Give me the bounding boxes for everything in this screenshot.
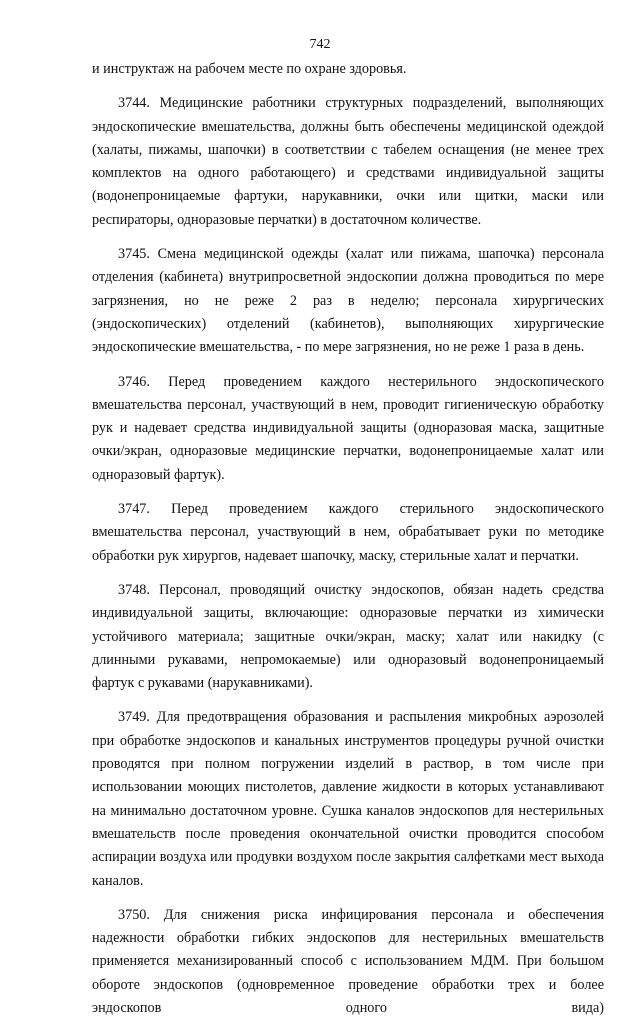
paragraph-3744: 3744. Медицинские работники структурных подразделений, выполняющих эндоскопические вмешательства, должны быть обеспечены медицинской одеждой (халаты, пижамы, шапочки) в соответствии с табелем оснащения (не менее трех комплектов на одного работающего) и средствами индивидуальной защиты (водонепроницаемые фартуки, нарукавники, очки или щитки, маски или респираторы, одноразовые перчатки) в достаточном количестве. <box>92 95 604 228</box>
paragraph-3749: 3749. Для предотвращения образования и распыления микробных аэрозолей при обработке эндоскопов и канальных инструментов процедуры ручной очистки проводятся при полном погружении изделий в раствор, в том числе при использовании моющих пистолетов, давление жидкости в которых устанавливают на минимально достаточном уровне. Сушка каналов эндоскопов для нестерильных вмешательств после проведения окончательной очистки проводится способом аспирации воздуха или продувки воздухом после закрытия салфетками мест выхода каналов. <box>92 709 604 889</box>
paragraph-3748: 3748. Персонал, проводящий очистку эндоскопов, обязан надеть средства индивидуальной защиты, включающие: одноразовые перчатки из химически устойчивого материала; защитные очки/экран, маску; халат или накидку (с длинными рукавами, непромокаемые) или одноразовый водонепроницаемый фартук с рукавами (нарукавниками). <box>92 581 604 692</box>
paragraph-continued: и инструктаж на рабочем месте по охране здоровья. <box>92 61 407 77</box>
paragraph-3747: 3747. Перед проведением каждого стерильного эндоскопического вмешательства персонал, участвующий в нем, обрабатывает руки по методике обработки рук хирургов, надевает шапочку, маску, стерильные халат и перчатки. <box>92 501 604 564</box>
paragraph-3746: 3746. Перед проведением каждого нестерильного эндоскопического вмешательства персонал, участвующий в нем, проводит гигиеническую обработку рук и надевает средства индивидуальной защиты (одноразовая маска, защитные очки/экран, одноразовые медицинские перчатки, водонепроницаемые халат или одноразовый фартук). <box>92 373 604 483</box>
paragraph-3750: 3750. Для снижения риска инфицирования персонала и обеспечения надежности обработки гибких эндоскопов для нестерильных вмешательств применяется механизированный способ с использованием МДМ. При большом обороте эндоскопов (одновременное проведение обработки трех и более эндоскопов одного вида) <box>92 906 604 1016</box>
paragraph-3745: 3745. Смена медицинской одежды (халат или пижама, шапочка) персонала отделения (кабинета) внутрипросветной эндоскопии должна проводиться по мере загрязнения, но не реже 2 раз в неделю; персонала хирургических (эндоскопических) отделений (кабинетов), выполняющих хирургические эндоскопические вмешательства, - по мере загрязнения, но не реже 1 раза в день. <box>92 246 604 356</box>
document-body <box>92 58 604 1020</box>
page-number: 742 <box>309 37 331 52</box>
